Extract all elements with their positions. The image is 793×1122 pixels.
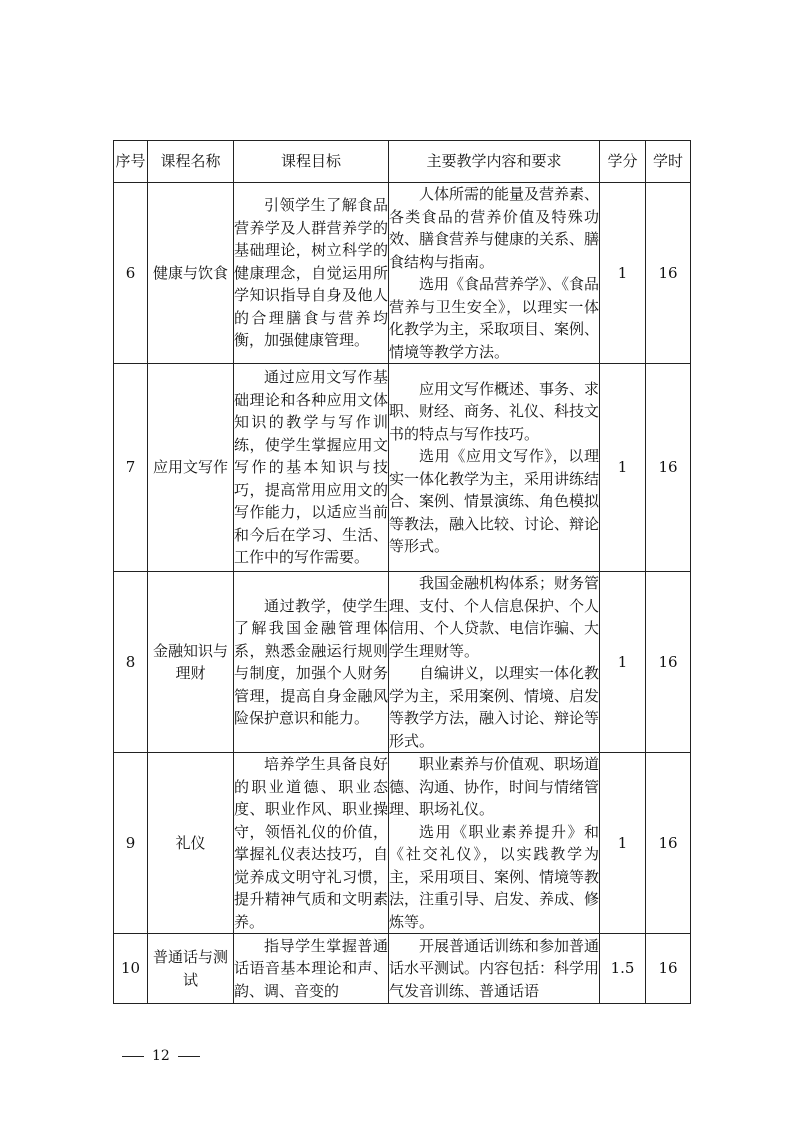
header-credit: 学分 <box>600 141 646 183</box>
course-hours: 16 <box>646 934 691 1004</box>
course-name: 应用文写作 <box>148 364 234 572</box>
row-no: 9 <box>114 753 148 934</box>
course-goal <box>234 183 389 364</box>
page-number: 12 <box>152 1048 170 1064</box>
content-paragraph: 职业素养与价值观、职场道德、沟通、协作，时间与情绪管理、职场礼仪。 <box>389 755 600 818</box>
content-paragraph: 选用《食品营养学》、《食品营养与卫生安全》，以理实一体化教学为主，采取项目、案例、情境等教学方法。 <box>389 275 600 361</box>
course-credit: 1 <box>600 364 646 572</box>
course-hours: 16 <box>646 572 691 753</box>
row-no: 8 <box>114 572 148 753</box>
table-row <box>114 934 691 1004</box>
content-paragraph: 开展普通话训练和参加普通话水平测试。内容包括：科学用气发音训练、普通话语 <box>389 936 599 1000</box>
content-paragraph: 人体所需的能量及营养素、各类食品的营养价值及特殊功效、膳食营养与健康的关系、膳食结构与指南。 <box>389 185 600 271</box>
goal-paragraph: 通过教学，使学生了解我国金融管理体系，熟悉金融运行规则与制度，加强个人财务管理，提高自身金融风险保护意识和能力。 <box>234 596 388 727</box>
course-goal <box>234 364 389 572</box>
course-name: 健康与饮食 <box>148 183 234 364</box>
footer-dash-right <box>178 1056 200 1057</box>
course-name: 金融知识与理财 <box>148 572 234 753</box>
content-paragraph: 应用文写作概述、事务、求职、财经、商务、礼仪、科技文书的特点与写作技巧。 <box>389 379 600 443</box>
footer-dash-left <box>122 1056 144 1057</box>
table-row <box>114 364 691 572</box>
header-name: 课程名称 <box>148 141 234 183</box>
goal-paragraph: 通过应用文写作基础理论和各种应用文体知识的教学与写作训练，使学生掌握应用文写作的基本知识与技巧，提高常用应用文的写作能力，以适应当前和今后在学习、生活、工作中的写作需要。 <box>234 368 388 567</box>
row-no: 10 <box>114 934 148 1004</box>
course-hours: 16 <box>646 364 691 572</box>
course-name: 礼仪 <box>148 753 234 934</box>
page-footer <box>122 1048 200 1064</box>
goal-paragraph: 引领学生了解食品营养学及人群营养学的基础理论，树立科学的健康理念，自觉运用所学知识指导自身及他人的合理膳食与营养均衡，加强健康管理。 <box>234 196 388 350</box>
header-goal: 课程目标 <box>234 141 389 183</box>
row-no: 6 <box>114 183 148 364</box>
content-paragraph: 我国金融机构体系；财务管理、支付、个人信息保护、个人信用、个人贷款、电信诈骗、大学生理财等。 <box>389 574 600 660</box>
course-credit: 1.5 <box>600 934 646 1004</box>
row-no: 7 <box>114 364 148 572</box>
course-content <box>389 934 600 1004</box>
table-row <box>114 572 691 753</box>
header-hours: 学时 <box>646 141 691 183</box>
course-content <box>389 364 600 572</box>
content-paragraph: 选用《应用文写作》，以理实一体化教学为主，采用讲练结合、案例、情景演练、角色模拟等教法，融入比较、讨论、辩论等形式。 <box>389 447 600 555</box>
header-no: 序号 <box>114 141 148 183</box>
goal-clip <box>234 935 388 1003</box>
course-content <box>389 183 600 364</box>
course-goal <box>234 934 389 1004</box>
course-name: 普通话与测试 <box>148 934 234 1004</box>
course-content <box>389 753 600 934</box>
course-credit: 1 <box>600 183 646 364</box>
header-content: 主要教学内容和要求 <box>389 141 600 183</box>
course-table <box>113 140 691 1004</box>
goal-paragraph: 培养学生具备良好的职业道德、职业态度、职业作风、职业操守，领悟礼仪的价值，掌握礼仪表达技巧，自觉养成文明守礼习惯，提升精神气质和文明素养。 <box>234 755 388 931</box>
course-hours: 16 <box>646 753 691 934</box>
course-credit: 1 <box>600 572 646 753</box>
content-paragraph: 自编讲义，以理实一体化教学为主，采用案例、情境、启发等教学方法，融入讨论、辩论等形式。 <box>389 664 600 750</box>
table-row <box>114 183 691 364</box>
course-content <box>389 572 600 753</box>
goal-paragraph: 指导学生掌握普通话语音基本理论和声、韵、调、音变的 <box>234 936 388 1000</box>
course-goal <box>234 753 389 934</box>
content-clip <box>389 935 599 1003</box>
course-credit: 1 <box>600 753 646 934</box>
header-row <box>114 141 691 183</box>
table-row <box>114 753 691 934</box>
content-paragraph: 选用《职业素养提升》和《社交礼仪》，以实践教学为主，采用项目、案例、情境等教法，注重引导、启发、养成、修炼等。 <box>389 822 600 931</box>
course-goal <box>234 572 389 753</box>
course-hours: 16 <box>646 183 691 364</box>
